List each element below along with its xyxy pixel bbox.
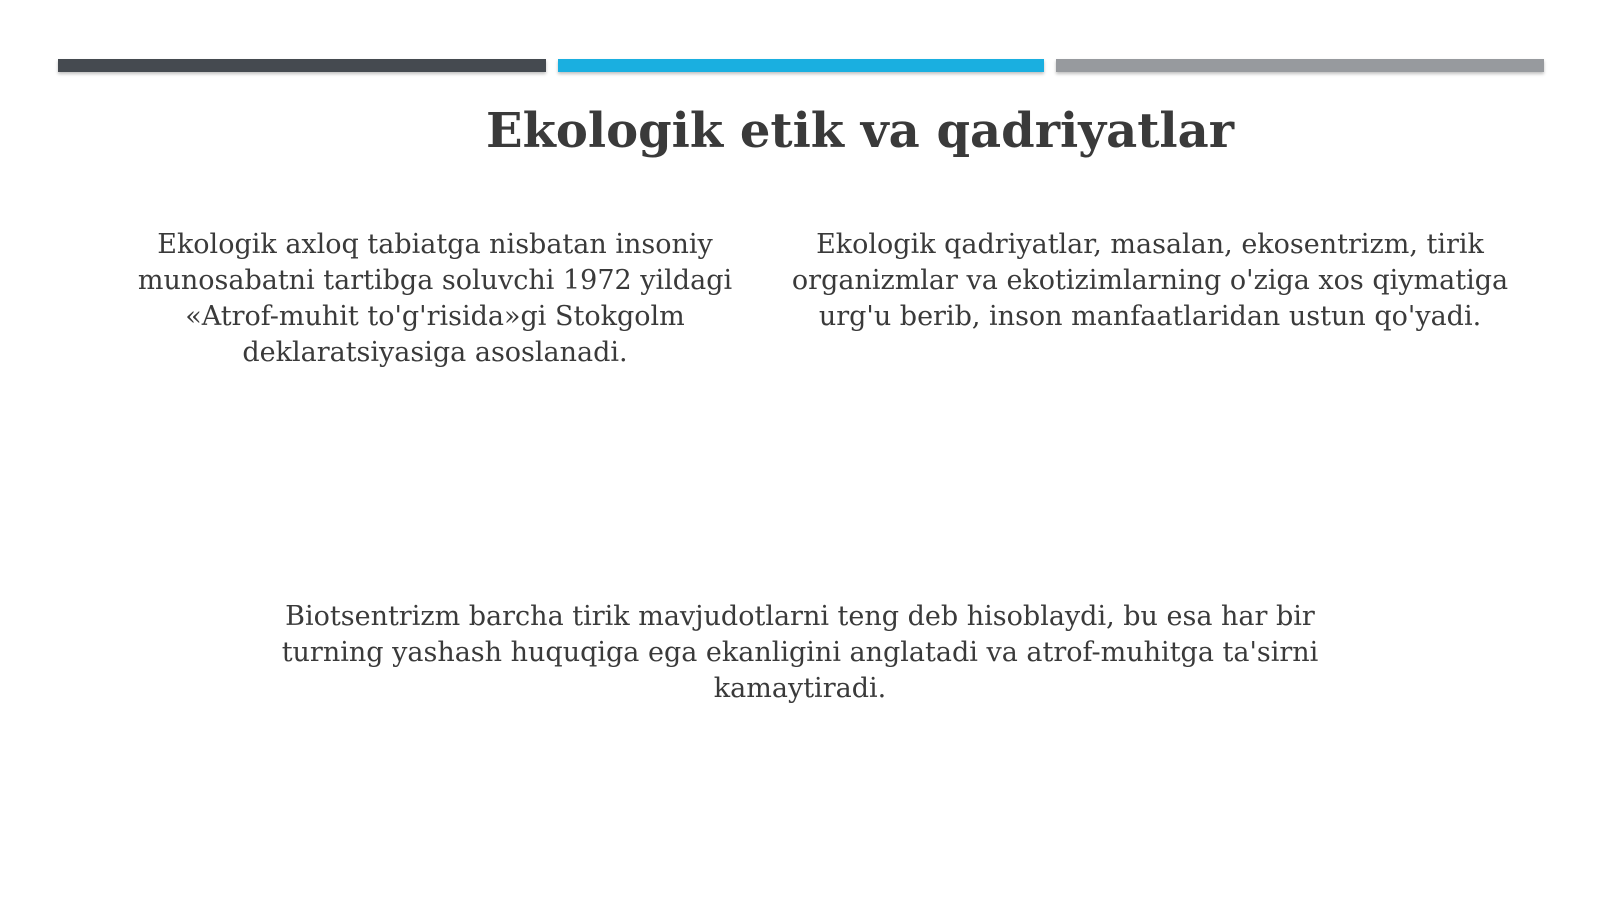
accent-bar-gray <box>1056 59 1544 72</box>
slide-title: Ekologik etik va qadriyatlar <box>485 103 1235 159</box>
text-block-biocentrism: Biotsentrizm barcha tirik mavjudotlarni teng deb hisoblaydi, bu esa har bir turning yashash huquqiga ega ekanligini anglatadi va atrof-muhitga ta'sirni kamaytiradi. <box>281 601 1319 704</box>
accent-bar-dark <box>58 59 546 72</box>
text-block-ethics: Ekologik axloq tabiatga nisbatan insoniy munosabatni tartibga soluvchi 1972 yildagi «Atrof-muhit to'g'risida»gi Stokgolm deklaratsiyasiga asoslanadi. <box>137 229 733 368</box>
text-block-values: Ekologik qadriyatlar, masalan, ekosentrizm, tirik organizmlar va ekotizimlarning o'ziga xos qiymatiga urg'u berib, inson manfaatlaridan ustun qo'yadi. <box>791 229 1509 332</box>
accent-bar-blue <box>558 59 1044 72</box>
